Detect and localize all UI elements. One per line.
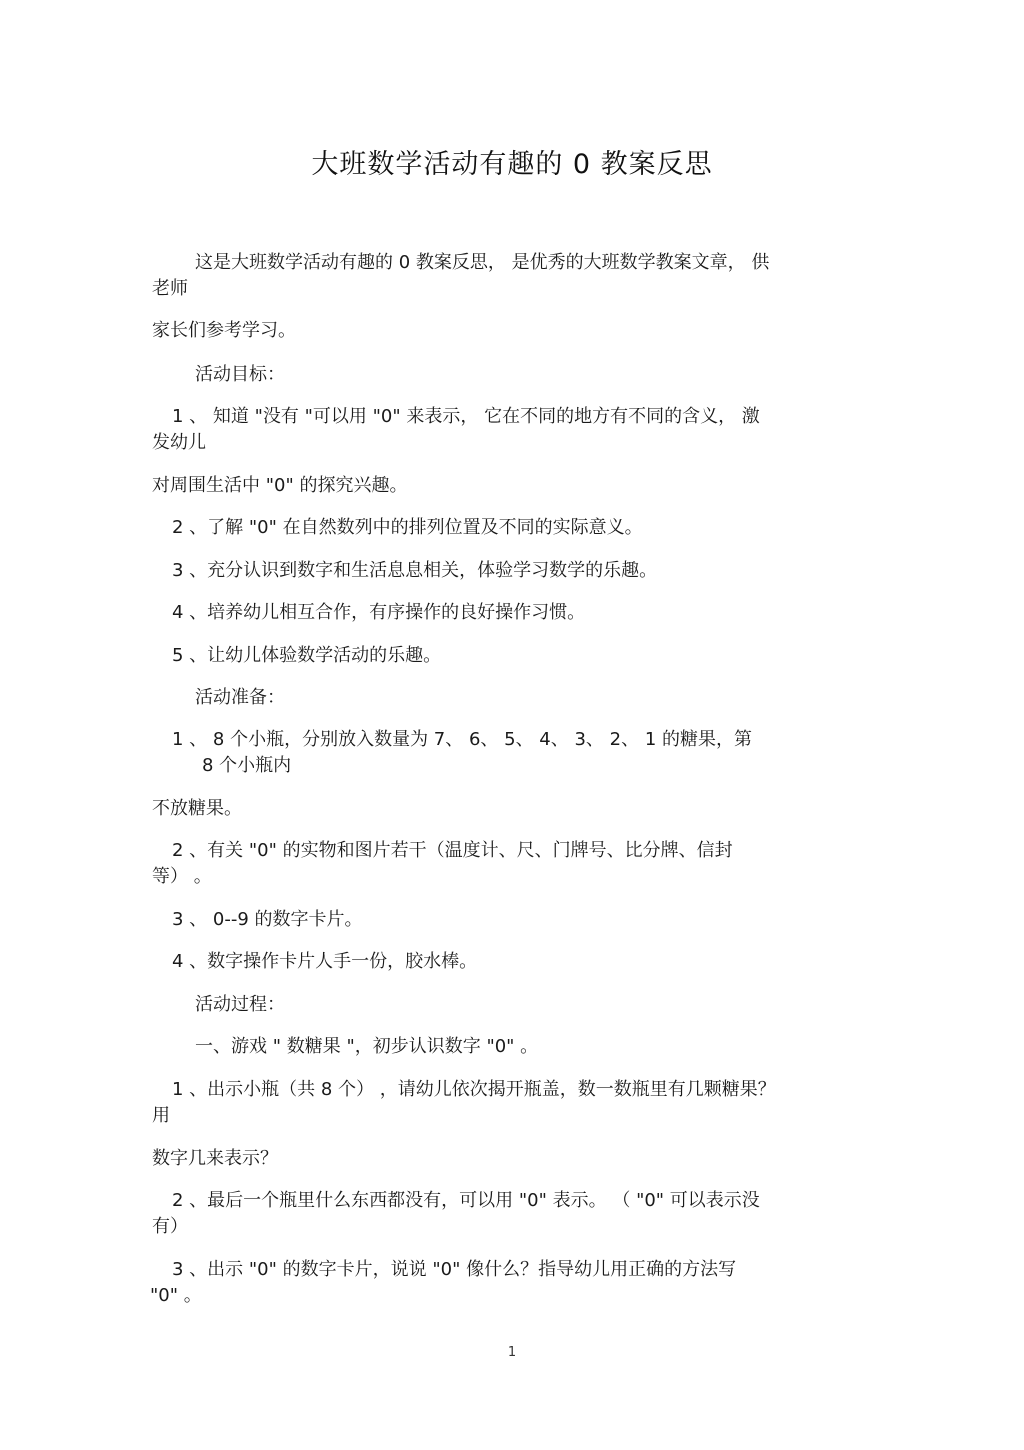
- paragraph-line: 8 个小瓶内: [202, 755, 292, 776]
- paragraph-line: 家长们参考学习。: [152, 320, 296, 341]
- list-item: 2 、最后一个瓶里什么东西都没有，可以用 "0" 表示。 （ "0" 可以表示没: [172, 1190, 760, 1211]
- subsection-heading: 一、游戏 " 数糖果 "，初步认识数字 "0" 。: [195, 1036, 539, 1057]
- page-number: 1: [507, 1345, 517, 1360]
- list-item: 5 、让幼儿体验数学活动的乐趣。: [172, 645, 442, 666]
- document-title: 大班数学活动有趣的 0 教案反思: [311, 149, 713, 180]
- list-item: 3 、出示 "0" 的数字卡片，说说 "0" 像什么？指导幼儿用正确的方法写: [172, 1259, 737, 1280]
- paragraph-line: 对周围生活中 "0" 的探究兴趣。: [152, 475, 408, 496]
- paragraph-line: 用: [152, 1105, 170, 1126]
- list-item: 1 、 知道 "没有 "可以用 "0" 来表示， 它在不同的地方有不同的含义， 激: [172, 406, 760, 427]
- list-item: 1 、 8 个小瓶，分别放入数量为 7、 6、 5、 4、 3、 2、 1 的糖果，第: [172, 729, 753, 750]
- paragraph-line: 数字几来表示？: [152, 1148, 278, 1169]
- section-heading: 活动目标：: [195, 364, 285, 385]
- list-item: 3 、 0--9 的数字卡片。: [172, 909, 363, 930]
- section-heading: 活动过程：: [195, 994, 285, 1015]
- list-item: 4 、数字操作卡片人手一份，胶水棒。: [172, 951, 478, 972]
- section-heading: 活动准备：: [195, 687, 285, 708]
- paragraph-line: 等） 。: [152, 866, 212, 887]
- paragraph-line: "0" 。: [150, 1285, 202, 1306]
- paragraph-line: 老师: [152, 278, 188, 299]
- paragraph-line: 有）: [152, 1216, 188, 1237]
- list-item: 1 、出示小瓶（共 8 个） ，请幼儿依次揭开瓶盖，数一数瓶里有几颗糖果？: [172, 1079, 776, 1100]
- list-item: 2 、了解 "0" 在自然数列中的排列位置及不同的实际意义。: [172, 517, 643, 538]
- paragraph-line: 不放糖果。: [152, 798, 242, 819]
- paragraph-line: 这是大班数学活动有趣的 0 教案反思， 是优秀的大班数学教案文章， 供: [195, 252, 770, 273]
- list-item: 3 、充分认识到数字和生活息息相关，体验学习数学的乐趣。: [172, 560, 658, 581]
- paragraph-line: 发幼儿: [152, 432, 206, 453]
- list-item: 2 、有关 "0" 的实物和图片若干（温度计、尺、门牌号、比分牌、信封: [172, 840, 733, 861]
- list-item: 4 、培养幼儿相互合作，有序操作的良好操作习惯。: [172, 602, 586, 623]
